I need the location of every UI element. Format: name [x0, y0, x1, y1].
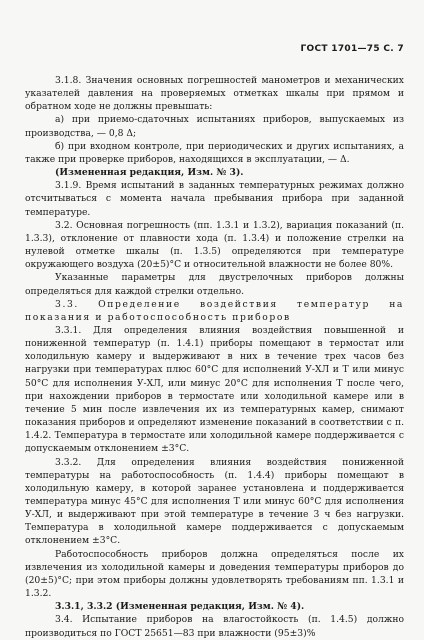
- paragraph-3-2: 3.2. Основная погрешность (пп. 1.3.1 и 1.3.2), вариация показаний (п. 1.3.3), отклонение от плавности хода (п. 1.3.4) и положение стрелки на нулевой отметке шкалы (п. 1.3.5) определяются при температуре окружающего воздуха (20±5)°С и относительной влажности не более 80%.: [25, 219, 404, 271]
- paragraph-item-a: а) при приемо-сдаточных испытаниях приборов, выпускаемых из производства, — 0,8 Δ;: [25, 114, 404, 139]
- page-header: ГОСТ 1701—75 С. 7: [300, 44, 404, 54]
- paragraph-3-3-2: 3.3.2. Для определения влияния воздействия пониженной температуры на работоспособность (п. 1.4.4) приборы помещают в холодильную камеру, в которой заранее установлена и поддерживается температура минус 45°С для исполнения Т или минус 60°С для исполнения У-ХЛ, и выдерживают при этой температуре в течение 3 ч без нагрузки. Температура в холодильной камере поддерживается с допускаемым отклонением ±3°С.: [25, 456, 404, 547]
- paragraph-two-pointer: Указанные параметры для двустрелочных приборов должны определяться для каждой стрелки отдельно.: [25, 272, 404, 297]
- amendment-note-4: 3.3.1, 3.3.2 (Измененная редакция, Изм. № 4).: [55, 601, 305, 613]
- paragraph-3-1-8: 3.1.8. Значения основных погрешностей манометров и механических указателей давления на проверяемых отметках шкалы при прямом и обратном ходе не должны превышать:: [25, 75, 404, 113]
- paragraph-3-3-1: 3.3.1. Для определения влияния воздействия повышенной и пониженной температур (п. 1.4.1) приборы помещают в термостат или холодильную камеру и выдерживают в них в течение трех часов без нагрузки при температурах плюс 60°С для исполнений У-ХЛ и Т или минус 50°С для исполнения У-ХЛ, или минус 20°С для исполнения Т после чего, при нахождении приборов в термостате или холодильной камере или в течение 5 мин после извлечения их из температурных камер, снимают показания приборов и определяют изменение показаний в соответствии с п. 1.4.2. Температура в термостате или холодильной камере поддерживается с допускаемым отклонением ±3°С.: [25, 324, 404, 455]
- paragraph-item-b: б) при входном контроле, при периодических и других испытаниях, а также при проверке приборов, находящихся в эксплуатации, — Δ.: [25, 140, 404, 165]
- amendment-note-3: (Измененная редакция, Изм. № 3).: [55, 167, 244, 179]
- paragraph-3-4: 3.4. Испытание приборов на влагостойкость (п. 1.4.5) должно производиться по ГОСТ 25651—83 при влажности (95±3)%: [25, 614, 404, 639]
- document-body: [25, 74, 404, 640]
- paragraph-operability: Работоспособность приборов должна определяться после их извлечения из холодильной камеры и доведения температуры приборов до (20±5)°С; при этом приборы должны удовлетворять требованиям пп. 1.3.1 и 1.3.2.: [25, 548, 404, 600]
- paragraph-3-1-9: 3.1.9. Время испытаний в заданных температурных режимах должно отсчитываться с момента начала пребывания прибора при заданной температуре.: [25, 180, 404, 218]
- section-heading-3-3: 3.3. Определение воздействия температур на показания и работоспособность приборов: [25, 298, 404, 323]
